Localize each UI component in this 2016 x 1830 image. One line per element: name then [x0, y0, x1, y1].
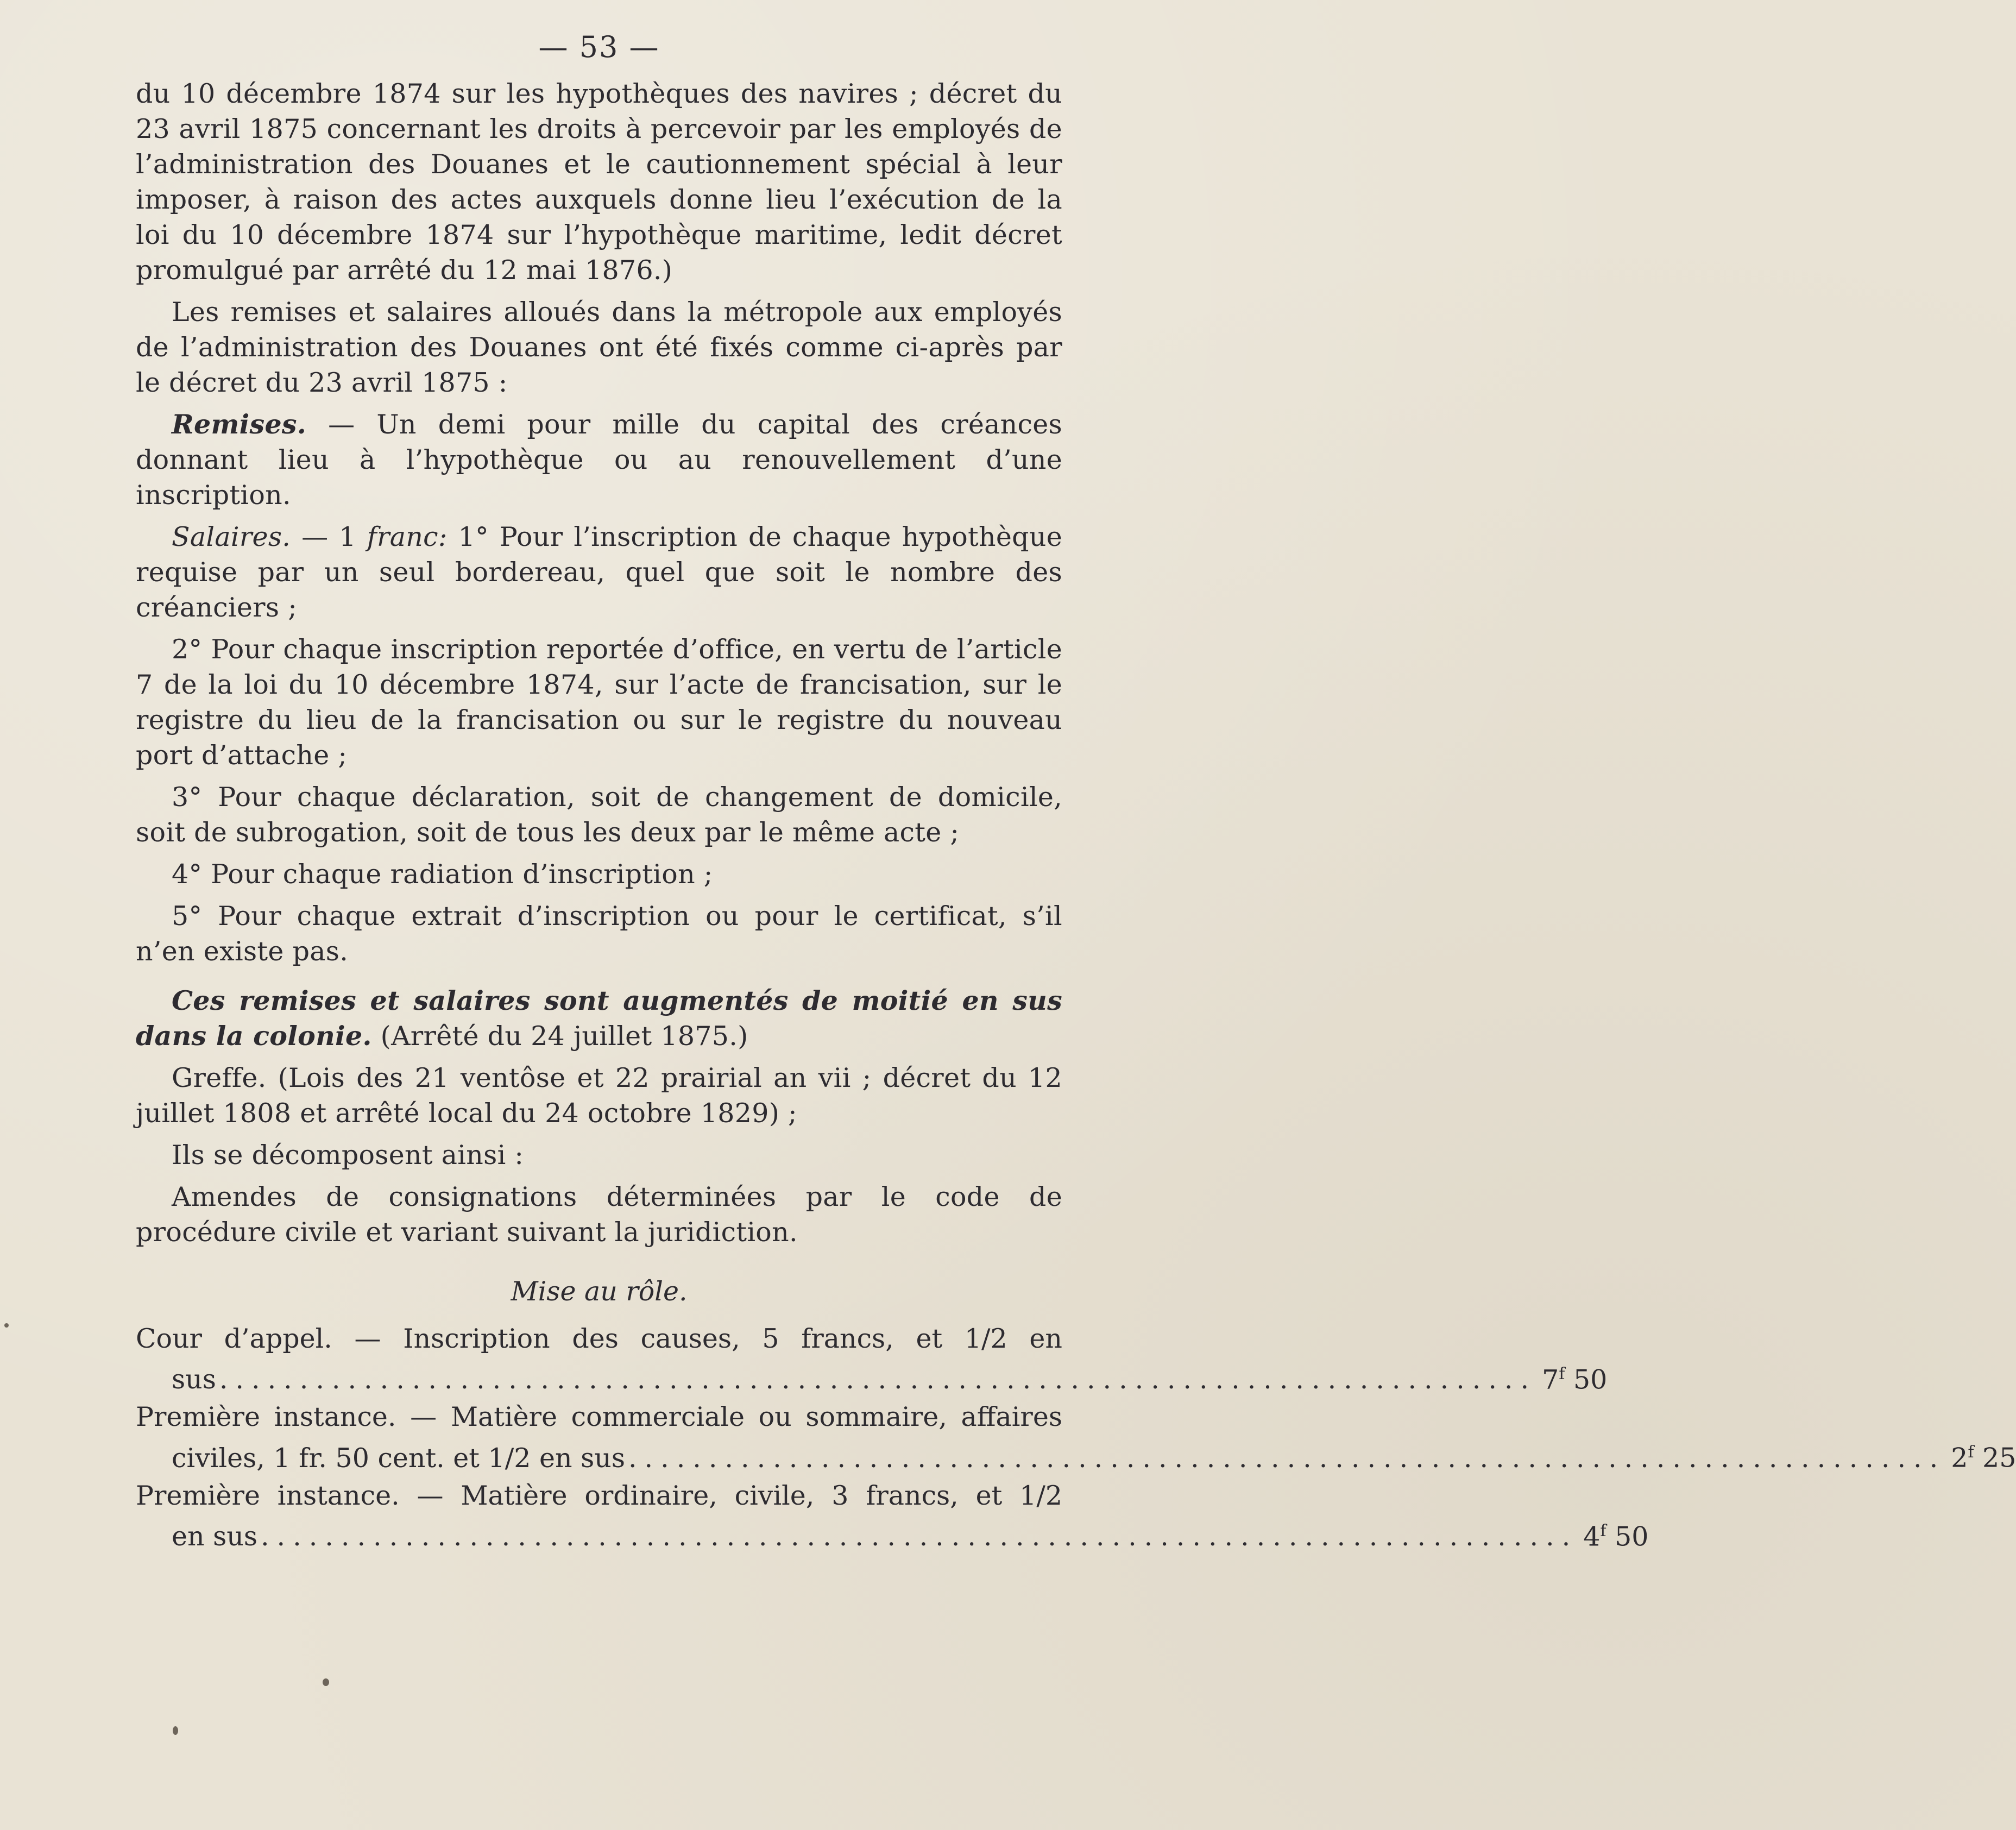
- amount-unit: f: [1600, 1521, 1606, 1540]
- amount-cents: 50: [1565, 1364, 1608, 1395]
- paragraph-item-4: 4° Pour chaque radiation d’inscription ;: [172, 859, 713, 890]
- rate-line-2: [136, 1356, 1608, 1397]
- remises-text: — Un demi pour mille du capital des créances donnant lieu à l’hypothèque ou au renouvellement d’une inscription.: [136, 409, 1062, 511]
- paragraph-salaires: [136, 519, 1062, 625]
- remises-label: Remises.: [172, 408, 307, 440]
- dot-leader: ..................................................................................: [219, 1364, 1537, 1395]
- rate-item-premiere-instance-ordinaire: [136, 1478, 1649, 1554]
- rate-line-2: [136, 1513, 1649, 1554]
- amount-cents: 25: [1974, 1442, 2016, 1474]
- paper-speck: [323, 1678, 329, 1686]
- salaires-text: 1° Pour l’inscription de chaque hypothèque requise par un seul bordereau, quel que soit le nombre des créanciers ;: [136, 521, 1062, 623]
- rate-amount: [1951, 1435, 2016, 1475]
- rate-continuation: en sus: [172, 1520, 257, 1552]
- rate-amount: [1583, 1513, 1648, 1554]
- paragraph-amendes: Amendes de consignations déterminées par le code de procédure civile et variant suivant la juridiction.: [136, 1181, 1062, 1248]
- paragraph-item-3: 3° Pour chaque déclaration, soit de changement de domicile, soit de subrogation, soit de tous les deux par le même acte ;: [136, 782, 1062, 848]
- amount-francs: 2: [1951, 1442, 1968, 1474]
- amount-unit: f: [1968, 1443, 1974, 1462]
- colonie-italic-text: Ces remises et salaires sont augmentés de moitié en sus dans la colonie.: [136, 985, 1062, 1052]
- rate-description: Première instance. — Matière ordinaire, civile, 3 francs, et 1/2: [136, 1480, 1062, 1511]
- amount-francs: 4: [1583, 1520, 1601, 1552]
- paragraph-colonie: [136, 983, 1062, 1054]
- colonie-arrete: (Arrêté du 24 juillet 1875.): [371, 1021, 748, 1052]
- paragraph-item-5: 5° Pour chaque extrait d’inscription ou pour le certificat, s’il n’en existe pas.: [136, 901, 1062, 967]
- paragraph-greffe: Greffe. (Lois des 21 ventôse et 22 prairial an vii ; décret du 12 juillet 1808 et arrêté local du 24 octobre 1829) ;: [136, 1062, 1062, 1129]
- rate-item-premiere-instance-commerciale: [136, 1399, 2016, 1475]
- paragraph-decomposition: Ils se décomposent ainsi :: [172, 1140, 524, 1171]
- paragraph-remises-salaires-intro: Les remises et salaires alloués dans la métropole aux employés de l’administration des Douanes ont été fixés comme ci-après par le décret du 23 avril 1875 :: [136, 297, 1062, 398]
- paper-speck: [173, 1726, 178, 1735]
- rate-amount: [1542, 1356, 1607, 1397]
- salaires-dash: — 1: [291, 521, 367, 552]
- section-heading: Mise au rôle.: [511, 1276, 688, 1307]
- amount-francs: 7: [1542, 1364, 1559, 1395]
- paragraph-remises: [136, 407, 1062, 513]
- rate-line-2: [136, 1435, 2016, 1475]
- dot-leader: ..................................................................................: [628, 1442, 1946, 1474]
- salaires-franc: franc:: [367, 521, 448, 552]
- rate-item-cour-appel: [136, 1321, 1608, 1397]
- page-number: — 53 —: [538, 30, 660, 64]
- amount-unit: f: [1559, 1364, 1565, 1383]
- rate-continuation: sus: [172, 1364, 216, 1395]
- dot-leader: ..................................................................................: [260, 1520, 1578, 1552]
- paper-speck: [4, 1323, 9, 1328]
- salaires-label: Salaires.: [172, 521, 291, 552]
- rate-list: [136, 1321, 2016, 1554]
- paragraph-item-2: 2° Pour chaque inscription reportée d’office, en vertu de l’article 7 de la loi du 10 décembre 1874, sur l’acte de francisation, sur le registre du lieu de la francisation ou sur le registre du nouveau port d’attache ;: [136, 634, 1062, 771]
- document-page: [136, 30, 2016, 1556]
- rate-description: Première instance. — Matière commerciale ou sommaire, affaires: [136, 1401, 1062, 1433]
- rate-description: Cour d’appel. — Inscription des causes, 5 francs, et 1/2 en: [136, 1323, 1062, 1354]
- amount-cents: 50: [1606, 1520, 1649, 1552]
- paragraph-decree-continuation: du 10 décembre 1874 sur les hypothèques des navires ; décret du 23 avril 1875 concernant les droits à percevoir par les employés de l’administration des Douanes et le cautionnement spécial à leur imposer, à raison des actes auxquels donne lieu l’exécution de la loi du 10 décembre 1874 sur l’hypothèque maritime, ledit décret promulgué par arrêté du 12 mai 1876.): [136, 78, 1062, 286]
- rate-continuation: civiles, 1 fr. 50 cent. et 1/2 en sus: [172, 1442, 625, 1474]
